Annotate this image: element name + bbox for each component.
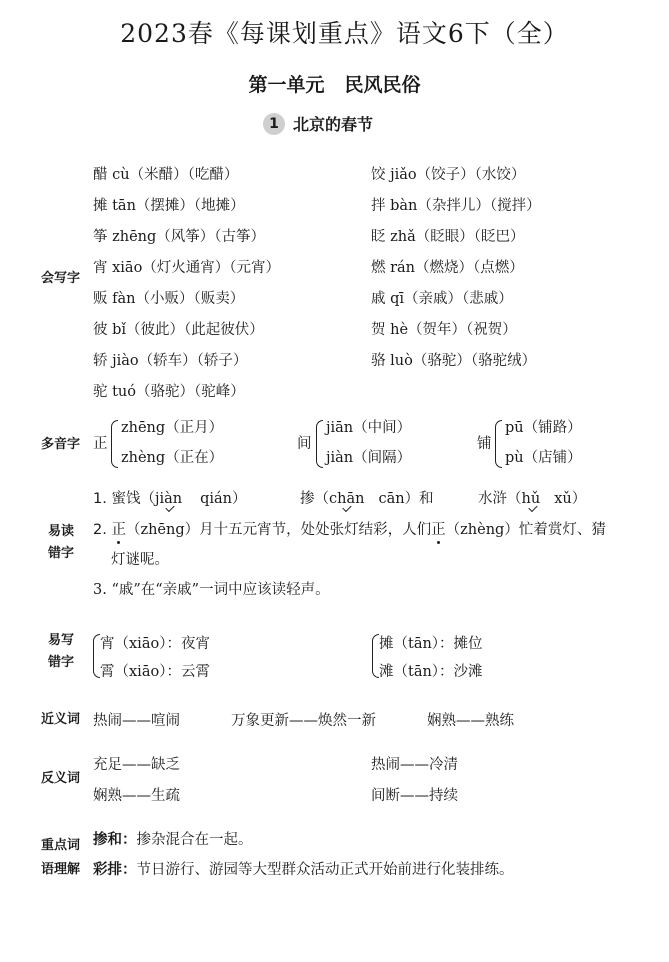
list-item: 拌 bàn（杂拌儿）（搅拌）	[371, 198, 541, 214]
lesson-number-badge: 1	[263, 113, 285, 135]
label-miswrite	[48, 630, 74, 674]
paren: ）和	[404, 491, 434, 507]
unit-theme: 民风民俗	[344, 74, 421, 96]
antonym-item: 充足——缺乏	[93, 757, 180, 773]
write-chars-right	[371, 160, 541, 377]
key-word: 彩排：	[93, 862, 137, 878]
miswrite-group-1	[100, 630, 210, 686]
list-item: 骆 luò（骆驼）（骆驼绒）	[371, 353, 537, 369]
lesson-heading	[263, 112, 373, 135]
antonym-item: 娴熟——生疏	[93, 788, 180, 804]
unit-name: 第一单元	[248, 74, 325, 96]
poly-reading: pù（店铺）	[505, 450, 582, 466]
list-item: 彼 bǐ（彼此）（此起彼伏）	[93, 322, 264, 338]
list-item: 眨 zhǎ（眨眼）（眨巴）	[371, 229, 525, 245]
list-item: 饺 jiǎo（饺子）（水饺）	[371, 167, 526, 183]
brace	[93, 634, 100, 678]
list-item: 戚 qī（亲戚）（悲戚）	[371, 291, 513, 307]
lesson-title: 北京的春节	[293, 115, 374, 134]
poly-reading: jiān（中间）	[326, 420, 412, 436]
paren: ）	[571, 491, 587, 507]
list-item: 摊 tān（摆摊）（地摊）	[93, 198, 245, 214]
label-line: 错字	[48, 655, 75, 670]
poly-reading: zhèng（正在）	[121, 450, 224, 466]
brace	[372, 634, 379, 678]
brace	[495, 420, 502, 468]
misread-line-2-cont: 灯谜呢。	[111, 552, 169, 568]
item-number: 2.	[93, 522, 112, 538]
poly-char: 正	[93, 436, 108, 452]
list-item: 燃 rán（燃烧）（点燃）	[371, 260, 524, 276]
brace	[316, 420, 323, 468]
list-item: 贺 hè（贺年）（祝贺）	[371, 322, 517, 338]
poly-reading: zhēng（正月）	[121, 420, 224, 436]
misread-line-3: 3. “戚”在“亲戚”一词中应该读轻声。	[93, 582, 330, 598]
page-title: 2023春《每课划重点》语文6下（全）	[120, 19, 569, 48]
list-item: 筝 zhēng（风筝）（古筝）	[93, 229, 266, 245]
label-line: 错字	[48, 546, 75, 561]
paren: ）	[231, 491, 247, 507]
write-chars-left	[93, 160, 280, 408]
brace	[111, 420, 118, 468]
label-synonyms: 近义词	[41, 712, 81, 727]
correct-mark: jiàn	[154, 491, 183, 507]
misread-line-1c	[478, 487, 586, 508]
label-line: 语理解	[41, 862, 81, 877]
list-item: 驼 tuó（骆驼）（驼峰）	[93, 384, 245, 400]
synonym-item: 万象更新——焕然一新	[231, 713, 376, 729]
misread-line-1b	[300, 487, 434, 508]
list-item: 宵 xiāo（灯火通宵）（元宵）	[93, 260, 281, 276]
label-line: 易写	[48, 633, 75, 648]
list-item: 轿 jiào（轿车）（轿子）	[93, 353, 248, 369]
synonym-item: 热闹——喧闹	[93, 713, 180, 729]
correct-mark: hǔ	[521, 491, 541, 507]
label-key-words	[41, 834, 80, 882]
list-item: 滩（tān）：沙滩	[379, 664, 483, 680]
label-line: 易读	[48, 524, 75, 539]
label-antonyms: 反义词	[41, 771, 81, 786]
key-word: 掺和：	[93, 832, 137, 848]
poly-reading: jiàn（间隔）	[326, 450, 412, 466]
label-misread	[48, 521, 74, 565]
label-polyphone: 多音字	[41, 437, 81, 452]
key-word-def: 掺杂混合在一起。	[136, 832, 253, 848]
list-item: 摊（tān）：摊位	[379, 636, 483, 652]
key-word-item	[93, 828, 253, 849]
item-number: 1. 蜜饯（	[93, 491, 155, 507]
miswrite-group-2	[379, 630, 483, 686]
list-item: 宵（xiāo）：夜宵	[100, 636, 210, 652]
synonym-item: 娴熟——熟练	[427, 713, 514, 729]
poly-char: 间	[297, 436, 312, 452]
list-item: 醋 cù（米醋）（吃醋）	[93, 167, 239, 183]
wrong-reading: qián	[200, 491, 232, 507]
key-word-item	[93, 858, 514, 879]
label-write-chars: 会写字	[41, 271, 81, 286]
poly-char: 铺	[477, 436, 492, 452]
antonym-item: 热闹——冷清	[371, 757, 458, 773]
label-line: 重点词	[41, 838, 81, 853]
key-word-def: 节日游行、游园等大型群众活动正式开始前进行化装排练。	[136, 862, 514, 878]
wrong-reading: cān	[378, 491, 405, 507]
text: （zhēng）月十五元宵节，处处张灯结彩，人们	[125, 522, 432, 538]
list-item: 贩 fàn（小贩）（贩卖）	[93, 291, 245, 307]
emphasis-char: 正	[111, 518, 126, 539]
poly-reading: pū（铺路）	[505, 420, 582, 436]
unit-heading	[0, 70, 669, 97]
wrong-reading: xǔ	[554, 491, 572, 507]
list-item: 霄（xiāo）：云霄	[100, 664, 210, 680]
text: （zhèng）忙着赏灯、猜	[445, 522, 606, 538]
correct-mark: chān	[329, 491, 365, 507]
word: 水浒（	[478, 491, 522, 507]
misread-line-1	[93, 487, 246, 508]
word: 掺（	[300, 491, 329, 507]
emphasis-char: 正	[431, 518, 446, 539]
misread-line-2	[93, 518, 606, 539]
antonym-item: 间断——持续	[371, 788, 458, 804]
